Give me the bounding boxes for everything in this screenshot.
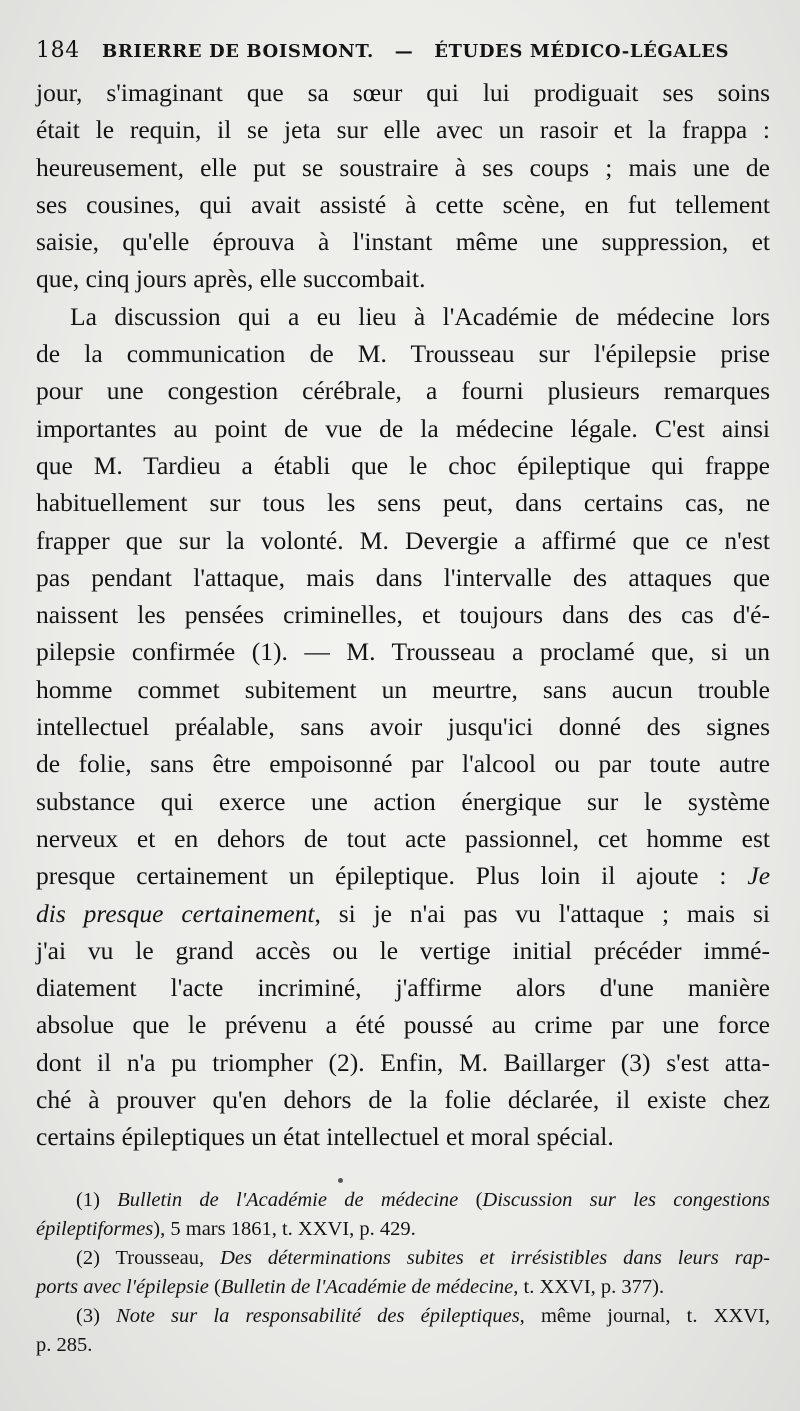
footnotes — [36, 1186, 770, 1360]
text-line: heureusement, elle put se soustraire à ses coups ; mais une de — [36, 152, 770, 182]
footnote-italic: Note sur la responsabilité des épileptiques — [116, 1304, 520, 1327]
footnote-1-line — [36, 1215, 770, 1244]
text-line: pas pendant l'attaque, mais dans l'intervalle des attaques que — [36, 562, 770, 592]
text-line: que, cinq jours après, elle succombait. — [36, 264, 426, 294]
text-line: jour, s'imaginant que sa sœur qui lui prodiguait ses soins — [36, 78, 770, 107]
text-line: importantes au point de vue de la médecine légale. C'est ainsi — [36, 413, 770, 443]
footnote-italic: Des déterminations subites et irrésistibles dans leurs rap- — [220, 1246, 770, 1269]
text-line: de la communication de M. Trousseau sur l'épilepsie prise — [36, 339, 770, 369]
footnote-text: ), 5 mars 1861, t. XXVI, p. 429. — [153, 1217, 416, 1240]
text-segment: presque certainement un épileptique. Plus loin il ajoute : — [36, 861, 727, 891]
italic-segment: Je — [747, 861, 771, 891]
text-line: saisie, qu'elle éprouva à l'instant même une suppression, et — [36, 227, 770, 257]
text-line: nerveux et en dehors de tout acte passionnel, cet homme est — [36, 823, 770, 853]
text-line: naissent les pensées criminelles, et toujours dans des cas d'é- — [36, 600, 770, 630]
footnote-2-line — [36, 1244, 770, 1273]
text-line-with-italic — [36, 857, 770, 894]
footnote-3-line — [36, 1302, 770, 1331]
text-line: j'ai vu le grand accès ou le vertige initial précéder immé- — [36, 935, 770, 965]
text-line: frapper que sur la volonté. M. Devergie a affirmé que ce n'est — [36, 525, 770, 555]
text-line: ses cousines, qui avait assisté à cette scène, en fut tellement — [36, 189, 770, 219]
running-head-dash: — — [394, 41, 414, 62]
footnote-marker: (1) — [76, 1188, 100, 1211]
text-line: diatement l'acte incriminé, j'affirme alors d'une manière — [36, 973, 770, 1003]
footnote-text: , même journal, t. XXVI, — [519, 1304, 771, 1327]
italic-segment: dis presque certainement — [36, 898, 315, 928]
text-line: absolue que le prévenu a été poussé au crime par une force — [36, 1010, 770, 1040]
text-line: que M. Tardieu a établi que le choc épileptique qui frappe — [36, 450, 770, 480]
text-line: certains épileptiques un état intellectuel et moral spécial. — [36, 1122, 614, 1152]
running-head-title: ÉTUDES MÉDICO-LÉGALES — [434, 41, 730, 62]
text-line: dont il n'a pu triompher (2). Enfin, M. Baillarger (3) s'est atta- — [36, 1047, 770, 1077]
footnote-text: , t. XXVI, p. 377). — [513, 1275, 665, 1298]
text-line: substance qui exerce une action énergique sur le système — [36, 786, 770, 816]
footnote-text: ( — [475, 1188, 483, 1211]
text-line: de folie, sans être empoisonné par l'alcool ou par toute autre — [36, 749, 770, 779]
footnote-2-line — [36, 1273, 770, 1302]
footnote-italic: Discussion sur les congestions — [482, 1188, 771, 1211]
text-line: ché à prouver qu'en dehors de la folie déclarée, il existe chez — [36, 1085, 770, 1115]
footnote-1-line — [36, 1186, 770, 1215]
running-header — [36, 38, 770, 74]
footnote-italic: Bulletin de l'Académie de médecine — [220, 1275, 514, 1298]
footnote-marker: (3) — [76, 1304, 100, 1327]
page-number: 184 — [36, 38, 80, 63]
footnote-3-line: p. 285. — [36, 1333, 93, 1356]
text-line: était le requin, il se jeta sur elle avec un rasoir et la frappa : — [36, 115, 770, 145]
text-line: La discussion qui a eu lieu à l'Académie de médecine lors — [70, 301, 770, 331]
text-line: intellectuel préalable, sans avoir jusqu'ici donné des signes — [36, 712, 770, 742]
text-line: homme commet subitement un meurtre, sans aucun trouble — [36, 674, 770, 704]
footnote-text: (2) Trousseau, — [76, 1246, 205, 1269]
text-line: pour une congestion cérébrale, a fourni plusieurs remarques — [36, 376, 770, 406]
footnote-text: ( — [214, 1275, 221, 1298]
running-head — [102, 41, 729, 62]
text-line: habituellement sur tous les sens peut, dans certains cas, ne — [36, 488, 770, 518]
text-line: pilepsie confirmée (1). — M. Trousseau a proclamé que, si un — [36, 637, 770, 667]
text-line-with-italic — [36, 895, 770, 932]
text-segment: , si je n'ai pas vu l'attaque ; mais si — [314, 898, 770, 928]
running-head-author: BRIERRE DE BOISMONT. — [102, 41, 374, 62]
separator-dot — [338, 1178, 343, 1183]
footnote-italic: Bulletin de l'Académie de médecine — [117, 1188, 459, 1211]
body-text — [36, 74, 770, 1156]
footnote-italic: épileptiformes — [36, 1217, 154, 1240]
footnote-italic: ports avec l'épilepsie — [36, 1275, 209, 1298]
